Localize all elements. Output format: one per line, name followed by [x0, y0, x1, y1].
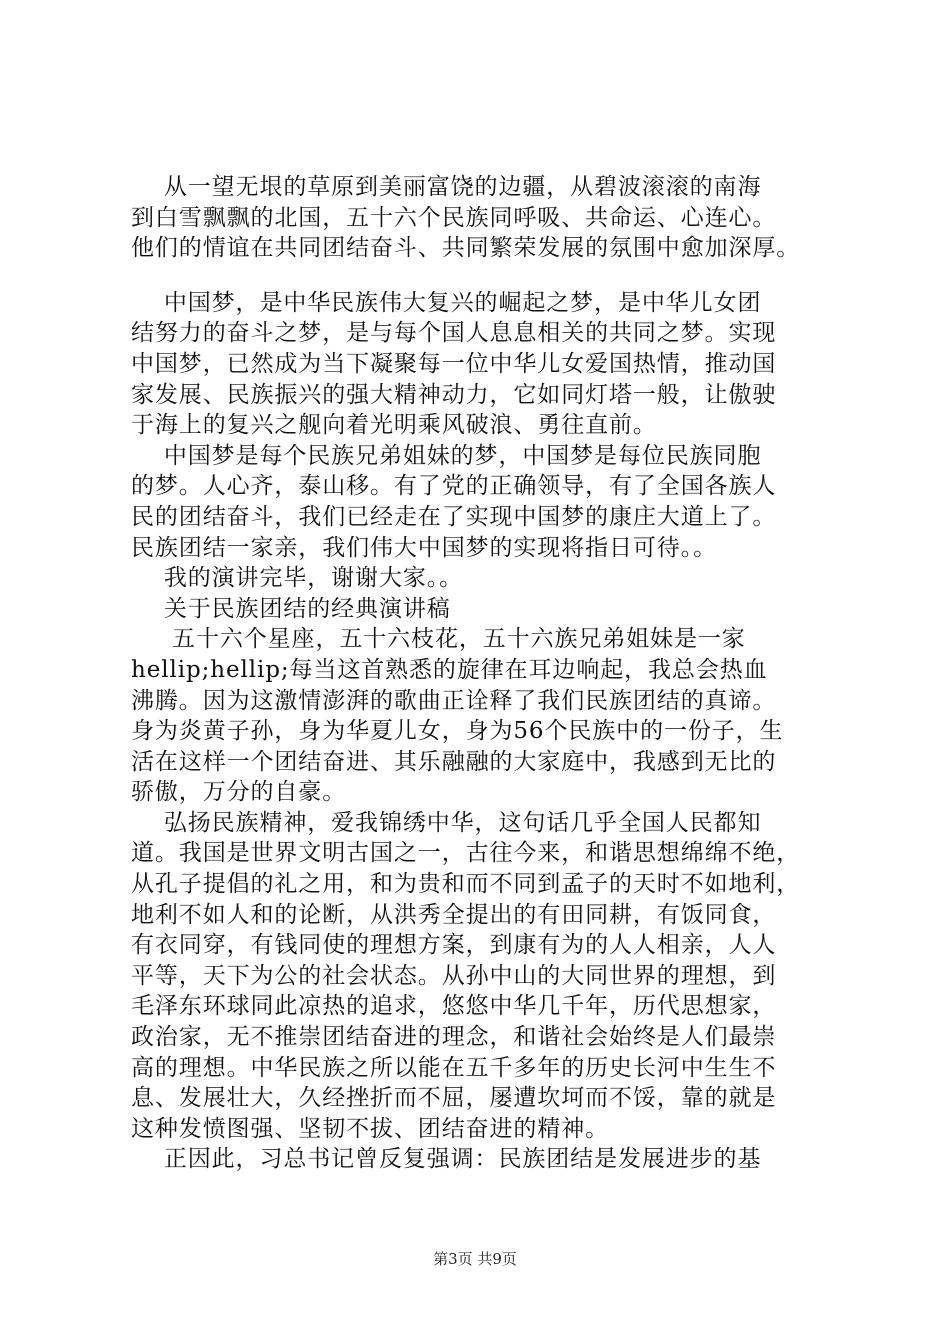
text-line: 有衣同穿，有钱同使的理想方案，到康有为的人人相亲，人人	[131, 932, 777, 959]
text-line: 我的演讲完毕，谢谢大家。。	[131, 565, 464, 592]
text-line: 这种发愤图强、坚韧不拔、团结奋进的精神。	[131, 1115, 609, 1142]
text-line: 的梦。人心齐，泰山移。有了党的正确领导，有了全国各族人	[131, 473, 777, 500]
text-line: 高的理想。中华民族之所以能在五千多年的历史长河中生生不	[131, 1054, 777, 1081]
text-line: 到白雪飘飘的北国，五十六个民族同呼吸、共命运、心连心。	[131, 204, 777, 231]
text-line: 活在这样一个团结奋进、其乐融融的大家庭中，我感到无比的	[131, 748, 777, 775]
document-body	[131, 172, 851, 1175]
text-line: 于海上的复兴之舰向着光明乘风破浪、勇往直前。	[131, 412, 657, 439]
text-line: 家发展、民族振兴的强大精神动力，它如同灯塔一般，让傲驶	[131, 381, 777, 408]
text-line: 身为炎黄子孙，身为华夏儿女，身为56个民族中的一份子，生	[131, 718, 784, 745]
text-line: 道。我国是世界文明古国之一，古往今来，和谐思想绵绵不绝，	[131, 840, 801, 867]
text-line: 正因此，习总书记曾反复强调：民族团结是发展进步的基	[131, 1146, 762, 1173]
page-number-footer: 第3页 共9页	[433, 1250, 517, 1268]
text-line: 民的团结奋斗，我们已经走在了实现中国梦的康庄大道上了。	[131, 503, 777, 530]
text-line: 息、发展壮大，久经挫折而不屈，屡遭坎坷而不馁，靠的就是	[131, 1085, 777, 1112]
text-line: hellip;hellip;每当这首熟悉的旋律在耳边响起，我总会热血	[131, 656, 768, 683]
text-line: 从孔子提倡的礼之用，和为贵和而不同到孟子的天时不如地利，	[131, 871, 801, 898]
text-line: 民族团结一家亲，我们伟大中国梦的实现将指日可待。。	[131, 534, 717, 561]
text-line: 结努力的奋斗之梦，是与每个国人息息相关的共同之梦。实现	[131, 320, 777, 347]
text-line: 地利不如人和的论断，从洪秀全提出的有田同耕，有饭同食，	[131, 901, 777, 928]
text-line: 毛泽东环球同此凉热的追求，悠悠中华几千年，历代思想家，	[131, 993, 777, 1020]
text-line: 弘扬民族精神，爱我锦绣中华，这句话几乎全国人民都知	[131, 809, 762, 836]
paragraph-gap	[131, 264, 851, 288]
text-line: 骄傲，万分的自豪。	[131, 779, 347, 806]
section-title: 关于民族团结的经典演讲稿	[131, 595, 451, 622]
text-line: 从一望无垠的草原到美丽富饶的边疆，从碧波滚滚的南海	[131, 174, 762, 200]
text-line: 中国梦，是中华民族伟大复兴的崛起之梦，是中华儿女团	[131, 289, 762, 316]
text-line: 中国梦是每个民族兄弟姐妹的梦，中国梦是每位民族同胞	[131, 442, 762, 469]
text-line: 他们的情谊在共同团结奋斗、共同繁荣发展的氛围中愈加深厚。	[131, 235, 801, 262]
text-line: 中国梦，已然成为当下凝聚每一位中华儿女爱国热情，推动国	[131, 350, 777, 377]
text-line: 政治家，无不推崇团结奋进的理念，和谐社会始终是人们最崇	[131, 1024, 777, 1051]
text-line: 沸腾。因为这激情澎湃的歌曲正诠释了我们民族团结的真谛。	[131, 687, 777, 714]
text-line: 五十六个星座，五十六枝花，五十六族兄弟姐妹是一家	[131, 626, 746, 653]
text-line: 平等，天下为公的社会状态。从孙中山的大同世界的理想，到	[131, 962, 777, 989]
